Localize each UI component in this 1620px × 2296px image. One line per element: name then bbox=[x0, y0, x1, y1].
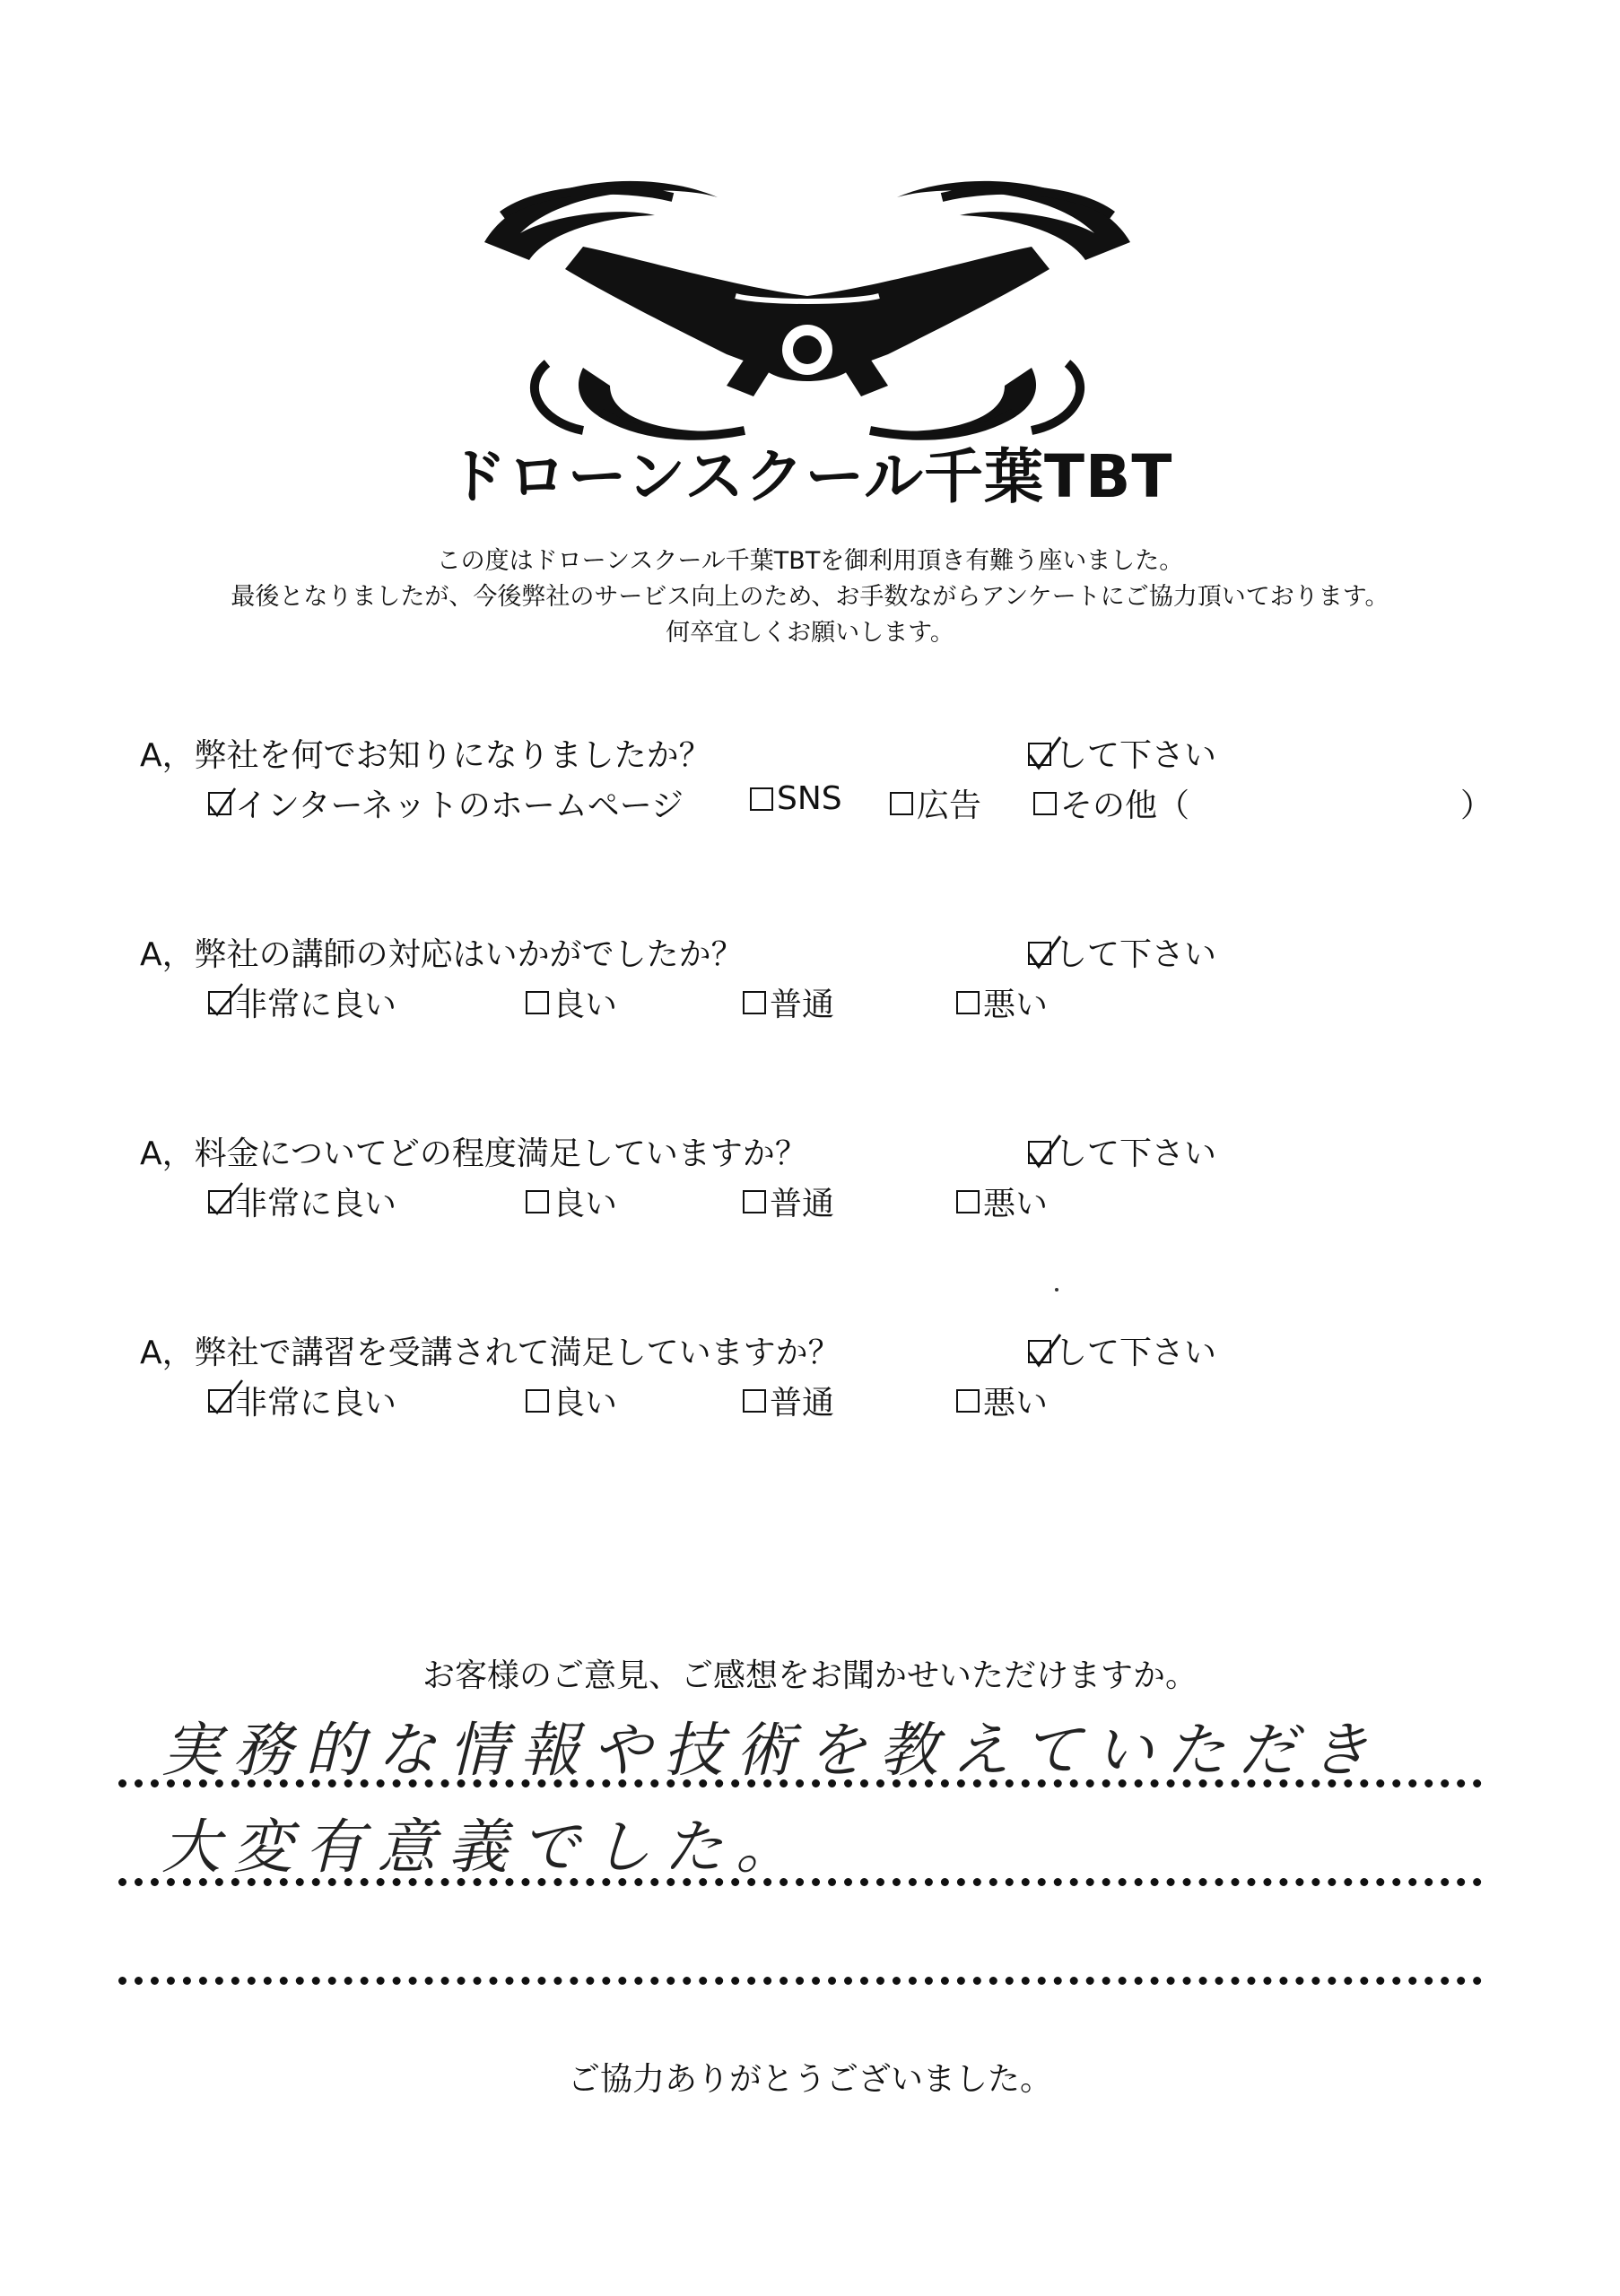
option-checkbox[interactable] bbox=[743, 1378, 834, 1423]
comment-line[interactable] bbox=[118, 1779, 1482, 1787]
question-4 bbox=[140, 1327, 1503, 1426]
question-text: A，弊社の講師の対応はいかがでしたか？ bbox=[140, 936, 744, 973]
option-checkbox[interactable] bbox=[526, 979, 617, 1025]
check-instruction: して下さい bbox=[1028, 730, 1216, 776]
option-checkbox[interactable] bbox=[743, 979, 834, 1025]
question-text: A，弊社を何でお知りになりましたか？ bbox=[140, 737, 711, 774]
check-instruction: して下さい bbox=[1028, 929, 1216, 975]
option-label: 悪い bbox=[983, 1186, 1049, 1222]
question-3 bbox=[140, 1128, 1503, 1227]
brand-title: ドローンスクール千葉TBT bbox=[447, 442, 1173, 511]
option-checkbox[interactable] bbox=[208, 1178, 396, 1224]
thanks-message: ご協力ありがとうございました。 bbox=[567, 2061, 1052, 2098]
comment-line[interactable] bbox=[118, 1878, 1482, 1886]
checkbox-icon[interactable] bbox=[750, 787, 773, 811]
checkbox-icon[interactable] bbox=[526, 1190, 549, 1213]
stray-mark bbox=[1055, 1288, 1058, 1292]
question-1 bbox=[140, 730, 1503, 829]
option-checkbox[interactable] bbox=[956, 1178, 1048, 1224]
checked-box-icon[interactable] bbox=[208, 1389, 231, 1413]
comments-heading: お客様のご意見、ご感想をお聞かせいただけますか。 bbox=[422, 1657, 1198, 1694]
checkbox-icon[interactable] bbox=[743, 1190, 766, 1213]
checkbox-icon[interactable] bbox=[1033, 792, 1057, 815]
option-label: 良い bbox=[553, 1385, 618, 1422]
checked-box-icon bbox=[1028, 743, 1051, 766]
intro-line: 何卒宜しくお願いします。 bbox=[666, 619, 954, 647]
checked-box-icon[interactable] bbox=[208, 1190, 231, 1213]
intro-line: この度はドローンスクール千葉TBTを御利用頂き有難う座いました。 bbox=[436, 547, 1184, 575]
handwritten-comment-line: 大変有意義でした。 bbox=[161, 1813, 807, 1882]
checked-box-icon[interactable] bbox=[208, 991, 231, 1014]
option-checkbox[interactable] bbox=[890, 780, 981, 826]
checked-box-icon bbox=[1028, 942, 1051, 965]
option-checkbox[interactable] bbox=[526, 1378, 617, 1423]
option-label: 非常に良い bbox=[235, 987, 397, 1023]
comment-line[interactable] bbox=[118, 1977, 1482, 1985]
option-checkbox[interactable] bbox=[750, 780, 842, 817]
checked-box-icon bbox=[1028, 1141, 1051, 1164]
question-text: A，弊社で講習を受講されて満足していますか？ bbox=[140, 1335, 840, 1371]
option-checkbox[interactable] bbox=[526, 1178, 617, 1224]
option-checkbox[interactable] bbox=[208, 1378, 396, 1423]
checkbox-icon[interactable] bbox=[956, 1190, 980, 1213]
option-checkbox[interactable] bbox=[1033, 780, 1189, 826]
option-checkbox[interactable] bbox=[743, 1178, 834, 1224]
option-label: 広告 bbox=[917, 787, 982, 824]
checkbox-icon[interactable] bbox=[956, 1389, 980, 1413]
question-2 bbox=[140, 929, 1503, 1028]
checkbox-icon[interactable] bbox=[526, 1389, 549, 1413]
option-label: 良い bbox=[553, 987, 618, 1023]
option-label: 普通 bbox=[770, 1385, 835, 1422]
checked-box-icon bbox=[1028, 1340, 1051, 1363]
option-label: その他（ bbox=[1060, 787, 1190, 824]
checked-box-icon[interactable] bbox=[208, 792, 231, 815]
option-label: 普通 bbox=[770, 987, 835, 1023]
option-label: 普通 bbox=[770, 1186, 835, 1222]
option-label: 良い bbox=[553, 1186, 618, 1222]
handwritten-comment-line: 実務的な情報や技術を教えていただき bbox=[161, 1716, 1381, 1785]
checkbox-icon[interactable] bbox=[743, 991, 766, 1014]
option-label: 非常に良い bbox=[235, 1186, 397, 1222]
intro-paragraph bbox=[0, 544, 1620, 651]
check-instruction: して下さい bbox=[1028, 1327, 1216, 1373]
question-text: A，料金についてどの程度満足していますか？ bbox=[140, 1135, 807, 1172]
option-checkbox[interactable] bbox=[956, 1378, 1048, 1423]
checkbox-icon[interactable] bbox=[890, 792, 913, 815]
other-close-paren: ） bbox=[1460, 787, 1494, 824]
option-label: 非常に良い bbox=[235, 1385, 397, 1422]
option-checkbox[interactable] bbox=[956, 979, 1048, 1025]
checkbox-icon[interactable] bbox=[743, 1389, 766, 1413]
checkbox-icon[interactable] bbox=[956, 991, 980, 1014]
check-instruction: して下さい bbox=[1028, 1128, 1216, 1174]
option-checkbox[interactable] bbox=[208, 780, 684, 826]
drone-logo-icon bbox=[466, 161, 1148, 457]
option-label: SNS bbox=[777, 780, 842, 817]
checkbox-icon[interactable] bbox=[526, 991, 549, 1014]
option-label: 悪い bbox=[983, 1385, 1049, 1422]
intro-line: 最後となりましたが、今後弊社のサービス向上のため、お手数ながらアンケートにご協力頂いております。 bbox=[231, 583, 1389, 611]
option-label: 悪い bbox=[983, 987, 1049, 1023]
option-checkbox[interactable] bbox=[208, 979, 396, 1025]
option-label: インターネットのホームページ bbox=[235, 787, 684, 824]
